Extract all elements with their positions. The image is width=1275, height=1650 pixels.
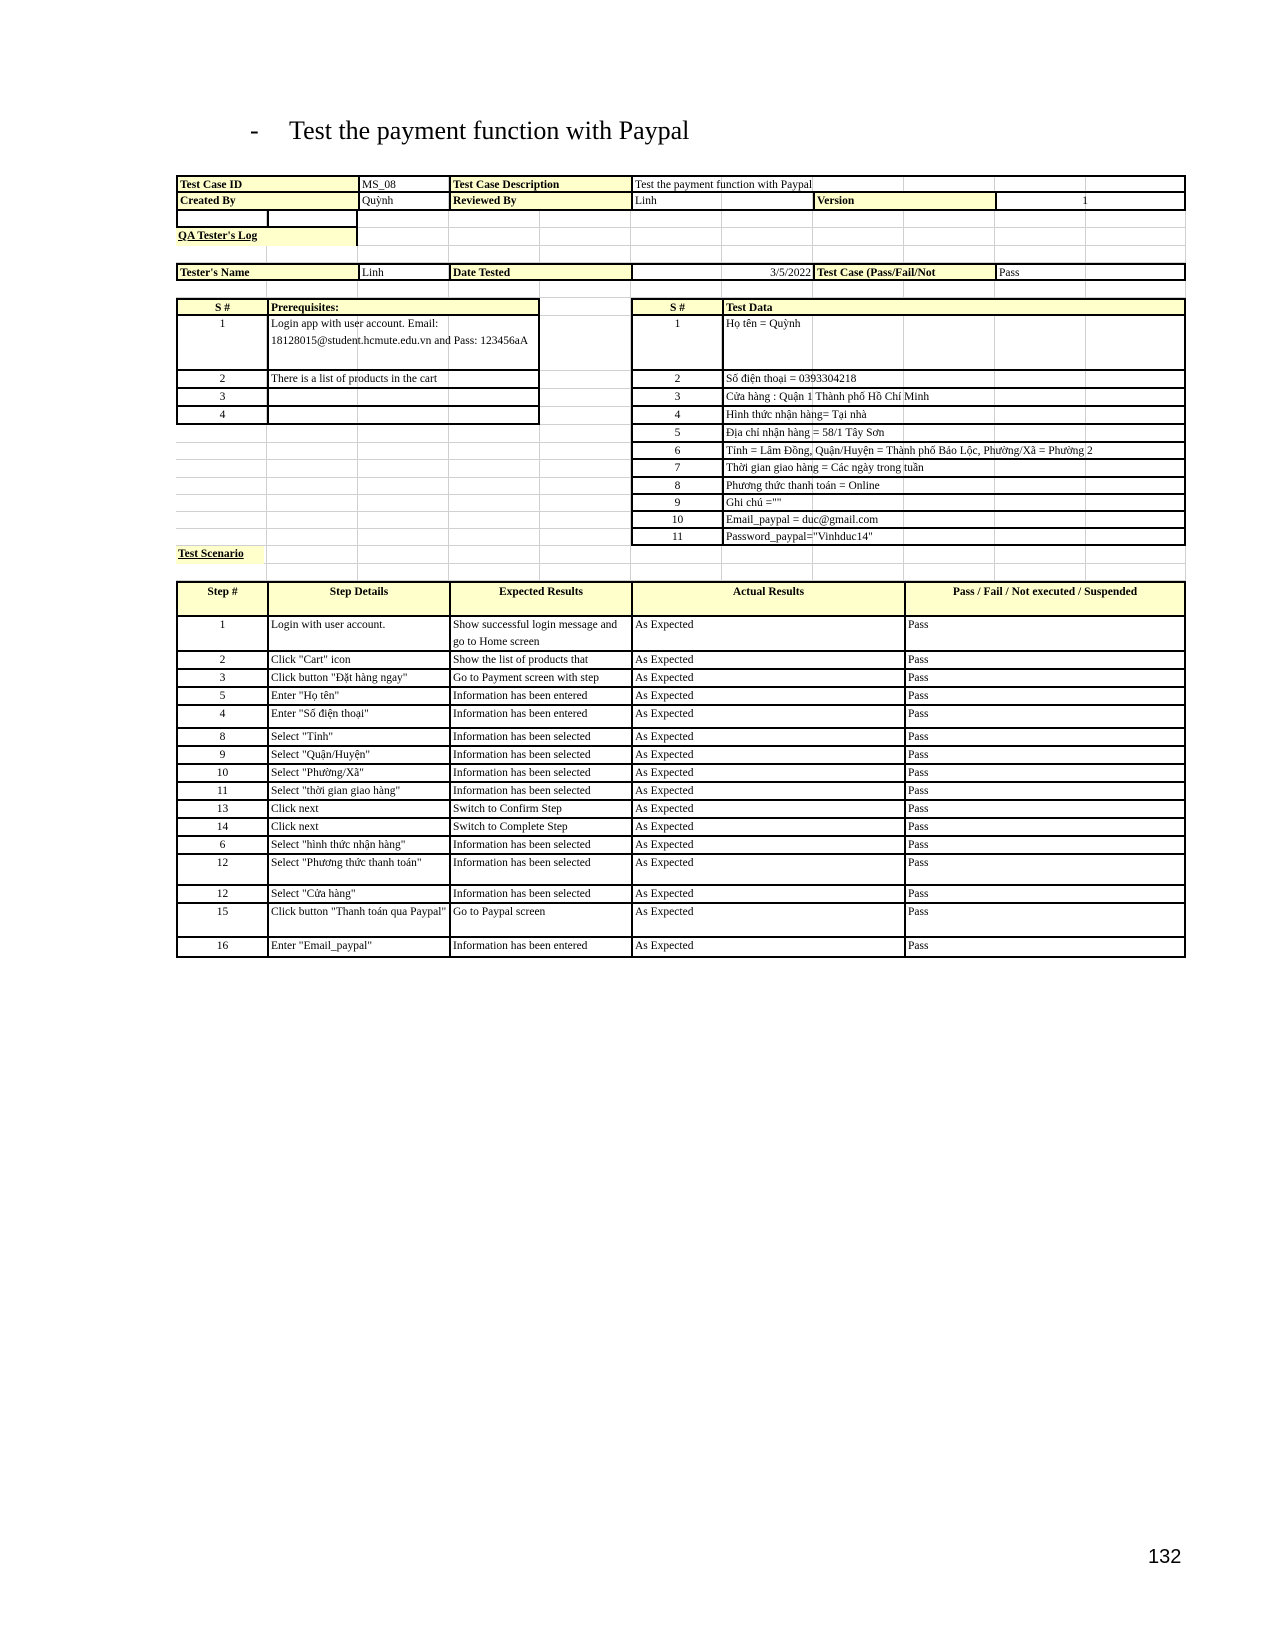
scenario-expected-cell: Go to Paypal screen	[449, 904, 631, 938]
grid-cell	[540, 529, 631, 546]
grid-cell	[1086, 246, 1186, 263]
tester-name-value: Linh	[358, 263, 449, 281]
grid-cell	[813, 211, 904, 228]
scenario-details-cell: Select "Phường/Xã"	[267, 765, 449, 783]
test-data-sn: 11	[631, 529, 722, 546]
grid-cell	[631, 281, 722, 298]
scenario-actual-cell: As Expected	[631, 938, 904, 958]
grid-cell	[995, 228, 1086, 246]
scenario-step-cell: 5	[176, 688, 267, 706]
grid-cell	[540, 443, 631, 460]
grid-cell	[267, 512, 358, 529]
grid-cell	[722, 246, 813, 263]
grid-cell	[540, 425, 631, 443]
scenario-status-cell: Pass	[904, 652, 1186, 670]
description-value: Test the payment function with Paypal	[631, 175, 1186, 193]
prereq-text: Login app with user account. Email: 18128015@student.hcmute.edu.vn and Pass: 123456aA	[267, 316, 540, 371]
grid-cell	[540, 564, 631, 581]
test-data-text: Tỉnh = Lâm Đồng, Quận/Huyện = Thành phố Bảo Lộc, Phường/Xã = Phường 2	[722, 443, 1186, 460]
scenario-status-cell: Pass	[904, 747, 1186, 765]
description-label: Test Case Description	[449, 175, 631, 193]
grid-cell	[449, 529, 540, 546]
scenario-status-cell: Pass	[904, 765, 1186, 783]
scenario-step-cell: 4	[176, 706, 267, 729]
grid-cell	[176, 246, 267, 263]
test-data-text: Số điện thoại = 0393304218	[722, 371, 1186, 389]
version-value: 1	[995, 193, 1186, 211]
scenario-details-cell: Enter "Họ tên"	[267, 688, 449, 706]
scenario-step-cell: 3	[176, 670, 267, 688]
grid-cell	[358, 281, 449, 298]
test-data-sn: 10	[631, 512, 722, 529]
scenario-expected-cell: Show successful login message and go to Home screen	[449, 617, 631, 652]
test-data-text: Email_paypal = duc@gmail.com	[722, 512, 1186, 529]
prereq-sn-header: S #	[176, 298, 267, 316]
scenario-step-cell: 14	[176, 819, 267, 837]
grid-cell	[631, 211, 722, 228]
grid-cell	[540, 546, 631, 564]
grid-cell	[267, 281, 358, 298]
grid-cell	[449, 460, 540, 478]
scenario-expected-cell: Information has been selected	[449, 747, 631, 765]
scenario-details-cell: Select "Tỉnh"	[267, 729, 449, 747]
grid-cell	[176, 512, 267, 529]
test-data-text: Địa chỉ nhận hàng = 58/1 Tây Sơn	[722, 425, 1186, 443]
grid-cell	[722, 228, 813, 246]
grid-cell	[449, 443, 540, 460]
scenario-expected-cell: Switch to Complete Step	[449, 819, 631, 837]
grid-cell	[540, 407, 631, 425]
grid-cell	[904, 228, 995, 246]
scenario-step-cell: 8	[176, 729, 267, 747]
scenario-status-cell: Pass	[904, 886, 1186, 904]
scenario-status-cell: Pass	[904, 729, 1186, 747]
created-by-value: Quỳnh	[358, 193, 449, 211]
scenario-actual-cell: As Expected	[631, 819, 904, 837]
prereq-text	[267, 407, 540, 425]
scenario-actual-cell: As Expected	[631, 670, 904, 688]
scenario-actual-cell: As Expected	[631, 837, 904, 855]
scenario-expected-cell: Switch to Confirm Step	[449, 801, 631, 819]
grid-cell	[631, 546, 722, 564]
grid-cell	[358, 228, 449, 246]
test-scenario-label: Test Scenario	[176, 546, 264, 564]
grid-cell	[176, 529, 267, 546]
grid-cell	[540, 512, 631, 529]
grid-cell	[267, 529, 358, 546]
grid-cell	[358, 425, 449, 443]
scenario-step-cell: 11	[176, 783, 267, 801]
scenario-step-cell: 15	[176, 904, 267, 938]
test-data-text: Password_paypal="Vinhduc14"	[722, 529, 1186, 546]
test-data-sn: 2	[631, 371, 722, 389]
qa-tester-log-label: QA Tester's Log	[176, 228, 358, 246]
grid-cell	[540, 281, 631, 298]
bullet-dash: -	[250, 116, 259, 145]
scenario-actual-cell: As Expected	[631, 904, 904, 938]
grid-cell	[176, 478, 267, 495]
test-data-header: Test Data	[722, 298, 1186, 316]
scenario-actual-cell: As Expected	[631, 765, 904, 783]
grid-cell	[176, 460, 267, 478]
scenario-details-cell: Click next	[267, 819, 449, 837]
grid-cell	[540, 228, 631, 246]
grid-cell	[267, 478, 358, 495]
test-data-text: Cửa hàng : Quận 1 Thành phố Hồ Chí Minh	[722, 389, 1186, 407]
grid-cell	[449, 246, 540, 263]
blank-cell	[267, 211, 358, 228]
test-data-sn: 4	[631, 407, 722, 425]
scenario-details-cell: Click "Cart" icon	[267, 652, 449, 670]
scenario-expected-cell: Information has been selected	[449, 855, 631, 886]
scenario-details-cell: Click button "Thanh toán qua Paypal"	[267, 904, 449, 938]
grid-cell	[995, 564, 1086, 581]
grid-cell	[449, 546, 540, 564]
scenario-step-cell: 12	[176, 855, 267, 886]
created-by-label: Created By	[176, 193, 358, 211]
scenario-step-cell: 6	[176, 837, 267, 855]
grid-cell	[540, 316, 631, 371]
grid-cell	[449, 478, 540, 495]
prereq-sn: 4	[176, 407, 267, 425]
grid-cell	[449, 564, 540, 581]
scenario-step-cell: 13	[176, 801, 267, 819]
scenario-details-cell: Select "thời gian giao hàng"	[267, 783, 449, 801]
scenario-details-cell: Select "Cửa hàng"	[267, 886, 449, 904]
scenario-status-cell: Pass	[904, 855, 1186, 886]
scenario-actual-cell: As Expected	[631, 729, 904, 747]
scenario-status-cell: Pass	[904, 801, 1186, 819]
scenario-actual-cell: As Expected	[631, 801, 904, 819]
scenario-step-cell: 10	[176, 765, 267, 783]
test-data-text: Hình thức nhận hàng= Tại nhà	[722, 407, 1186, 425]
scenario-expected-cell: Information has been selected	[449, 765, 631, 783]
grid-cell	[267, 425, 358, 443]
grid-cell	[267, 460, 358, 478]
grid-cell	[722, 211, 813, 228]
grid-cell	[540, 478, 631, 495]
grid-cell	[267, 546, 358, 564]
scenario-column-header: Expected Results	[449, 581, 631, 617]
tester-name-label: Tester's Name	[176, 263, 358, 281]
scenario-status-cell: Pass	[904, 938, 1186, 958]
grid-cell	[904, 546, 995, 564]
grid-cell	[722, 546, 813, 564]
scenario-actual-cell: As Expected	[631, 617, 904, 652]
grid-cell	[267, 443, 358, 460]
grid-cell	[631, 228, 722, 246]
grid-cell	[449, 211, 540, 228]
test-data-sn: 1	[631, 316, 722, 371]
scenario-actual-cell: As Expected	[631, 855, 904, 886]
scenario-column-header: Step Details	[267, 581, 449, 617]
scenario-expected-cell: Show the list of products that	[449, 652, 631, 670]
scenario-column-header: Actual Results	[631, 581, 904, 617]
test-data-sn: 7	[631, 460, 722, 478]
test-data-sn: 3	[631, 389, 722, 407]
grid-cell	[358, 460, 449, 478]
scenario-step-cell: 2	[176, 652, 267, 670]
test-data-sn: 6	[631, 443, 722, 460]
test-data-text: Ghi chú =""	[722, 495, 1186, 512]
grid-cell	[813, 546, 904, 564]
test-case-result-label: Test Case (Pass/Fail/Not	[813, 263, 995, 281]
grid-cell	[813, 228, 904, 246]
grid-cell	[540, 371, 631, 389]
scenario-status-cell: Pass	[904, 819, 1186, 837]
blank-cell	[176, 211, 267, 228]
scenario-status-cell: Pass	[904, 706, 1186, 729]
grid-cell	[813, 246, 904, 263]
grid-cell	[176, 495, 267, 512]
test-data-sn-header: S #	[631, 298, 722, 316]
prereq-sn: 1	[176, 316, 267, 371]
scenario-expected-cell: Information has been entered	[449, 706, 631, 729]
scenario-status-cell: Pass	[904, 783, 1186, 801]
grid-cell	[813, 564, 904, 581]
scenario-actual-cell: As Expected	[631, 688, 904, 706]
scenario-column-header: Step #	[176, 581, 267, 617]
heading-title: Test the payment function with Paypal	[289, 116, 690, 145]
grid-cell	[904, 564, 995, 581]
prereq-sn: 2	[176, 371, 267, 389]
grid-cell	[1086, 211, 1186, 228]
scenario-details-cell: Click button "Đặt hàng ngay"	[267, 670, 449, 688]
scenario-status-cell: Pass	[904, 837, 1186, 855]
scenario-expected-cell: Information has been selected	[449, 886, 631, 904]
grid-cell	[813, 281, 904, 298]
grid-cell	[358, 529, 449, 546]
scenario-details-cell: Select "hình thức nhận hàng"	[267, 837, 449, 855]
grid-cell	[631, 564, 722, 581]
scenario-expected-cell: Information has been selected	[449, 783, 631, 801]
scenario-status-cell: Pass	[904, 904, 1186, 938]
scenario-status-cell: Pass	[904, 688, 1186, 706]
reviewed-by-value: Linh	[631, 193, 813, 211]
grid-cell	[540, 211, 631, 228]
scenario-column-header: Pass / Fail / Not executed / Suspended	[904, 581, 1186, 617]
scenario-details-cell: Select "Phương thức thanh toán"	[267, 855, 449, 886]
scenario-step-cell: 1	[176, 617, 267, 652]
prereq-header: Prerequisites:	[267, 298, 540, 316]
grid-cell	[358, 512, 449, 529]
scenario-details-cell: Enter "Email_paypal"	[267, 938, 449, 958]
scenario-step-cell: 9	[176, 747, 267, 765]
grid-cell	[358, 443, 449, 460]
grid-cell	[267, 246, 358, 263]
grid-cell	[722, 564, 813, 581]
test-data-text: Thời gian giao hàng = Các ngày trong tuần	[722, 460, 1186, 478]
grid-cell	[358, 246, 449, 263]
page-number: 132	[1148, 1546, 1182, 1568]
version-label: Version	[813, 193, 995, 211]
scenario-details-cell: Login with user account.	[267, 617, 449, 652]
test-case-result-value: Pass	[995, 263, 1186, 281]
grid-cell	[995, 246, 1086, 263]
scenario-expected-cell: Go to Payment screen with step	[449, 670, 631, 688]
scenario-details-cell: Click next	[267, 801, 449, 819]
test-case-id-label: Test Case ID	[176, 175, 358, 193]
scenario-expected-cell: Information has been entered	[449, 938, 631, 958]
scenario-status-cell: Pass	[904, 670, 1186, 688]
grid-cell	[449, 512, 540, 529]
grid-cell	[995, 281, 1086, 298]
test-data-sn: 5	[631, 425, 722, 443]
grid-cell	[540, 495, 631, 512]
grid-cell	[995, 546, 1086, 564]
prereq-text	[267, 389, 540, 407]
test-data-text: Họ tên = Quỳnh	[722, 316, 1186, 371]
grid-cell	[358, 546, 449, 564]
scenario-actual-cell: As Expected	[631, 652, 904, 670]
grid-cell	[267, 564, 358, 581]
grid-cell	[449, 425, 540, 443]
grid-cell	[449, 495, 540, 512]
test-data-text: Phương thức thanh toán = Online	[722, 478, 1186, 495]
scenario-actual-cell: As Expected	[631, 783, 904, 801]
grid-cell	[722, 281, 813, 298]
grid-cell	[540, 298, 631, 316]
scenario-details-cell: Enter "Số điện thoại"	[267, 706, 449, 729]
grid-cell	[1086, 546, 1186, 564]
scenario-step-cell: 16	[176, 938, 267, 958]
grid-cell	[358, 478, 449, 495]
grid-cell	[1086, 281, 1186, 298]
test-data-sn: 8	[631, 478, 722, 495]
grid-cell	[1086, 564, 1186, 581]
scenario-expected-cell: Information has been selected	[449, 837, 631, 855]
date-tested-label: Date Tested	[449, 263, 631, 281]
grid-cell	[176, 564, 267, 581]
scenario-expected-cell: Information has been selected	[449, 729, 631, 747]
grid-cell	[631, 246, 722, 263]
grid-cell	[358, 495, 449, 512]
grid-cell	[449, 281, 540, 298]
grid-cell	[176, 443, 267, 460]
scenario-actual-cell: As Expected	[631, 886, 904, 904]
prereq-sn: 3	[176, 389, 267, 407]
grid-cell	[540, 246, 631, 263]
grid-cell	[540, 389, 631, 407]
grid-cell	[358, 211, 449, 228]
grid-cell	[176, 425, 267, 443]
grid-cell	[1086, 228, 1186, 246]
scenario-details-cell: Select "Quận/Huyện"	[267, 747, 449, 765]
test-case-id-value: MS_08	[358, 175, 449, 193]
scenario-expected-cell: Information has been entered	[449, 688, 631, 706]
test-data-sn: 9	[631, 495, 722, 512]
scenario-actual-cell: As Expected	[631, 747, 904, 765]
date-tested-value: 3/5/2022	[631, 263, 813, 281]
scenario-actual-cell: As Expected	[631, 706, 904, 729]
grid-cell	[449, 228, 540, 246]
grid-cell	[904, 246, 995, 263]
scenario-step-cell: 12	[176, 886, 267, 904]
grid-cell	[904, 211, 995, 228]
grid-cell	[358, 564, 449, 581]
reviewed-by-label: Reviewed By	[449, 193, 631, 211]
grid-cell	[267, 495, 358, 512]
prereq-text: There is a list of products in the cart	[267, 371, 540, 389]
scenario-status-cell: Pass	[904, 617, 1186, 652]
grid-cell	[176, 281, 267, 298]
grid-cell	[995, 211, 1086, 228]
grid-cell	[904, 281, 995, 298]
grid-cell	[540, 460, 631, 478]
